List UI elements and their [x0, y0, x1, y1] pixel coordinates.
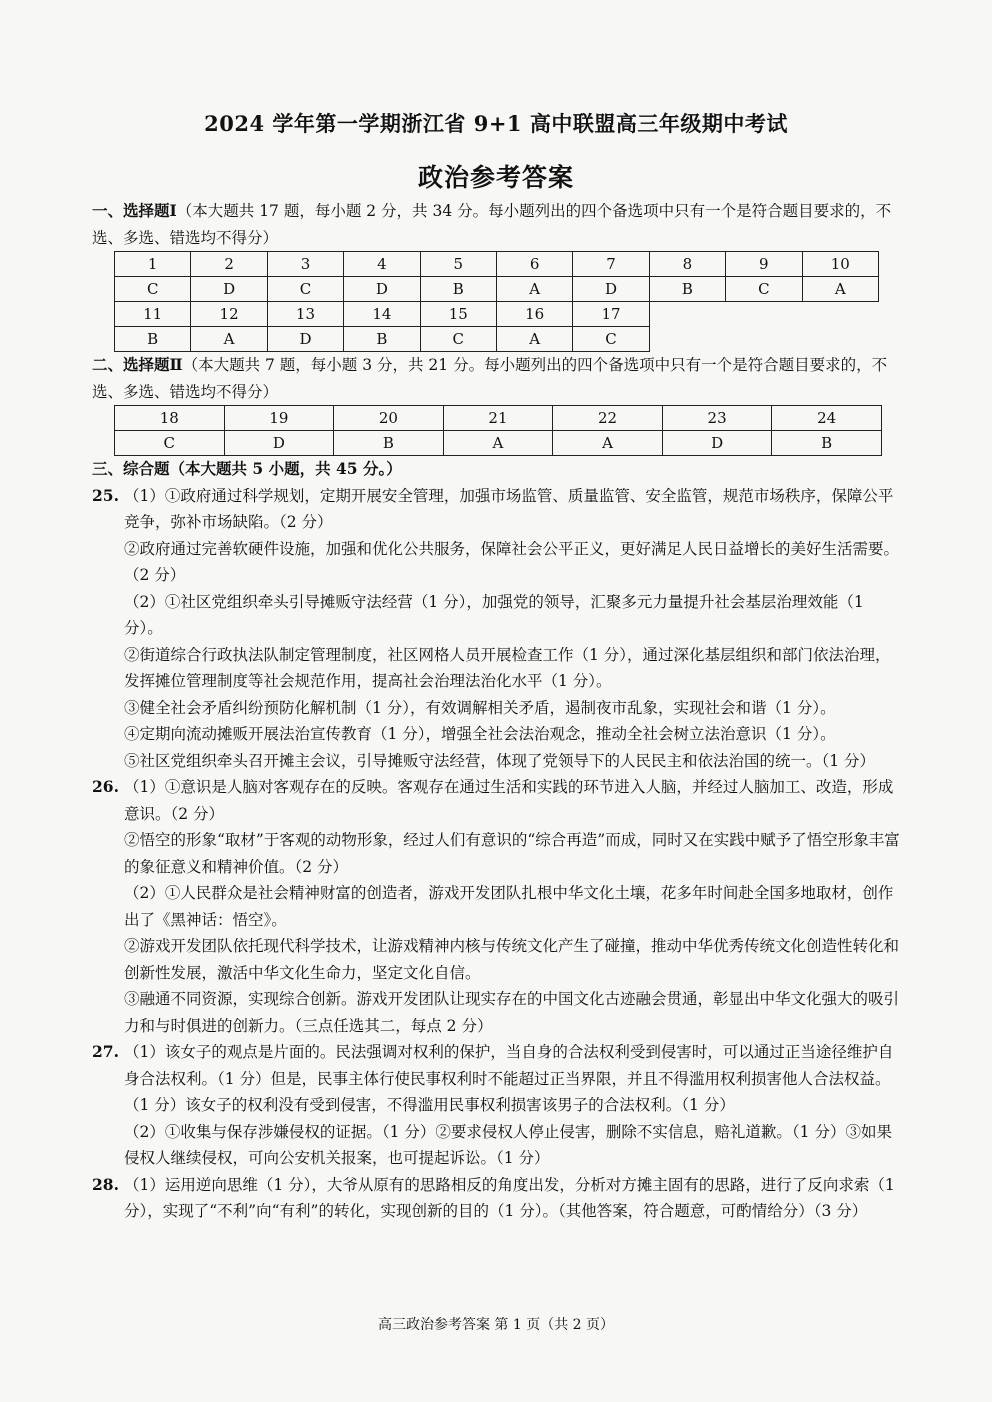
empty-cell	[649, 302, 725, 327]
table-cell: A	[553, 431, 663, 456]
table-cell: D	[224, 431, 334, 456]
question-number: 26.	[92, 777, 119, 796]
table-cell: D	[191, 277, 267, 302]
section1-heading	[92, 198, 902, 251]
section1-title: 一、选择题Ⅰ	[92, 201, 177, 220]
table-cell: 21	[443, 406, 553, 431]
table-cell: 19	[224, 406, 334, 431]
table-cell: 14	[344, 302, 420, 327]
table-cell: 10	[802, 252, 878, 277]
section2-heading	[92, 352, 902, 405]
table-cell: C	[115, 277, 191, 302]
table-cell: D	[662, 431, 772, 456]
table-cell: 3	[267, 252, 343, 277]
table-cell: 9	[726, 252, 802, 277]
question-number: 25.	[92, 485, 119, 505]
section3-title: 三、综合题（本大题共 5 小题，共 45 分。）	[92, 459, 402, 478]
empty-cell	[649, 327, 725, 352]
table-cell: 2	[191, 252, 267, 277]
answer-paragraph: ②街道综合行政执法队制定管理制度，社区网格人员开展检查工作（1 分），通过深化基层组织和部门依法治理，发挥摊位管理制度等社会规范作用，提高社会治理法治化水平（1 分）。	[124, 645, 891, 690]
table-cell: C	[267, 277, 343, 302]
table-cell: C	[573, 327, 649, 352]
table-cell: 5	[420, 252, 496, 277]
table-row	[115, 302, 879, 327]
table-row	[115, 431, 882, 456]
table-cell: 12	[191, 302, 267, 327]
question-27	[92, 1039, 902, 1172]
table-cell: D	[344, 277, 420, 302]
answer-paragraph: ③健全社会矛盾纠纷预防化解机制（1 分），有效调解相关矛盾，遏制夜市乱象，实现社会和谐（1 分）。	[124, 698, 836, 717]
table-cell: 22	[553, 406, 663, 431]
table-row	[115, 277, 879, 302]
answer-body	[92, 198, 902, 1225]
question-25	[92, 483, 902, 775]
table-cell: 11	[115, 302, 191, 327]
answer-paragraph: （2）①收集与保存涉嫌侵权的证据。（1 分）②要求侵权人停止侵害，删除不实信息，赔礼道歉。（1 分）③如果侵权人继续侵权，可向公安机关报案，也可提起诉讼。（1 分）	[124, 1122, 892, 1167]
table-cell: 4	[344, 252, 420, 277]
answer-paragraph: ④定期向流动摊贩开展法治宣传教育（1 分），增强全社会法治观念，推动全社会树立法治意识（1 分）。	[124, 725, 836, 743]
table-cell: A	[496, 327, 572, 352]
table-cell: A	[496, 277, 572, 302]
table-cell: D	[573, 277, 649, 302]
answer-paragraph: （1）运用逆向思维（1 分），大爷从原有的思路相反的角度出发，分析对方摊主固有的思路，进行了反向求索（1 分），实现了“不利”向“有利”的转化，实现创新的目的（1 分）。（其他答案，符合题意，可酌情给分）（3 分）	[124, 1175, 895, 1220]
table-cell: 13	[267, 302, 343, 327]
page-title: 2024 学年第一学期浙江省 9+1 高中联盟高三年级期中考试	[204, 111, 788, 136]
table-row	[115, 252, 879, 277]
table-cell: D	[267, 327, 343, 352]
answer-paragraph: （2）①社区党组织牵头引导摊贩守法经营（1 分），加强党的领导，汇聚多元力量提升社会基层治理效能（1 分）。	[124, 592, 864, 637]
section2-desc: （本大题共 7 题，每小题 3 分，共 21 分。每小题列出的四个备选项中只有一个是符合题目要求的，不选、多选、错选均不得分）	[92, 356, 888, 401]
answer-paragraph: （1）该女子的观点是片面的。民法强调对权利的保护，当自身的合法权利受到侵害时，可以通过正当途径维护自身合法权利。（1 分）但是，民事主体行使民事权利时不能超过正当界限，并且不得滥用权利损害他人合法权益。（1 分）该女子的权利没有受到侵害，不得滥用民事权利损害该男子的合法权利。（1 分）	[124, 1043, 894, 1114]
page-footer: 高三政治参考答案 第 1 页（共 2 页）	[377, 1317, 615, 1333]
table-cell: A	[443, 431, 553, 456]
answer-paragraph: （1）①意识是人脑对客观存在的反映。客观存在通过生活和实践的环节进入人脑，并经过人脑加工、改造，形成意识。（2 分）	[124, 778, 894, 823]
empty-cell	[802, 327, 878, 352]
table-cell: B	[420, 277, 496, 302]
table-cell: 1	[115, 252, 191, 277]
table-cell: 24	[772, 406, 882, 431]
table-cell: A	[191, 327, 267, 352]
answer-paragraph: （2）①人民群众是社会精神财富的创造者，游戏开发团队扎根中华文化土壤，花多年时间赴全国多地取材，创作出了《黑神话：悟空》。	[124, 884, 894, 929]
section2-title: 二、选择题Ⅱ	[92, 355, 183, 374]
table-cell: 8	[649, 252, 725, 277]
question-26	[92, 774, 902, 1039]
table-row	[115, 406, 882, 431]
table-cell: B	[115, 327, 191, 352]
answer-paragraph: ③融通不同资源，实现综合创新。游戏开发团队让现实存在的中国文化古迹融会贯通，彰显出中华文化强大的吸引力和与时俱进的创新力。（三点任选其二，每点 2 分）	[124, 990, 900, 1035]
section1-desc: （本大题共 17 题，每小题 2 分，共 34 分。每小题列出的四个备选项中只有一个是符合题目要求的，不选、多选、错选均不得分）	[92, 202, 892, 247]
table-cell: B	[772, 431, 882, 456]
answer-paragraph: ②游戏开发团队依托现代科学技术，让游戏精神内核与传统文化产生了碰撞，推动中华优秀传统文化创造性转化和创新性发展，激活中华文化生命力，坚定文化自信。	[124, 937, 900, 982]
table-cell: 16	[496, 302, 572, 327]
table-cell: B	[649, 277, 725, 302]
answer-paragraph: ②悟空的形象“取材”于客观的动物形象，经过人们有意识的“综合再造”而成，同时又在实践中赋予了悟空形象丰富的象征意义和精神价值。（2 分）	[124, 831, 900, 876]
table-cell: B	[344, 327, 420, 352]
page-subtitle: 政治参考答案	[417, 163, 574, 192]
section3-heading	[92, 456, 902, 483]
table-cell: 7	[573, 252, 649, 277]
table-cell: C	[115, 431, 225, 456]
section1-answer-table	[114, 251, 879, 352]
table-cell: 17	[573, 302, 649, 327]
answer-paragraph: ②政府通过完善软硬件设施，加强和优化公共服务，保障社会公平正义，更好满足人民日益增长的美好生活需要。（2 分）	[124, 539, 900, 584]
question-number: 28.	[92, 1174, 119, 1194]
question-28	[92, 1172, 902, 1225]
table-cell: C	[726, 277, 802, 302]
table-cell: B	[334, 431, 444, 456]
answer-paragraph: ⑤社区党组织牵头召开摊主会议，引导摊贩守法经营，体现了党领导下的人民民主和依法治国的统一。（1 分）	[124, 751, 876, 770]
empty-cell	[802, 302, 878, 327]
table-cell: A	[802, 277, 878, 302]
table-cell: 23	[662, 406, 772, 431]
answer-paragraph: （1）①政府通过科学规划，定期开展安全管理，加强市场监管、质量监管、安全监管，规范市场秩序，保障公平竞争，弥补市场缺陷。（2 分）	[124, 486, 894, 531]
question-number: 27.	[92, 1042, 119, 1061]
section2-answer-table	[114, 405, 882, 456]
table-cell: 18	[115, 406, 225, 431]
table-cell: C	[420, 327, 496, 352]
table-row	[115, 327, 879, 352]
table-cell: 6	[496, 252, 572, 277]
empty-cell	[726, 302, 802, 327]
table-cell: 20	[334, 406, 444, 431]
table-cell: 15	[420, 302, 496, 327]
empty-cell	[726, 327, 802, 352]
